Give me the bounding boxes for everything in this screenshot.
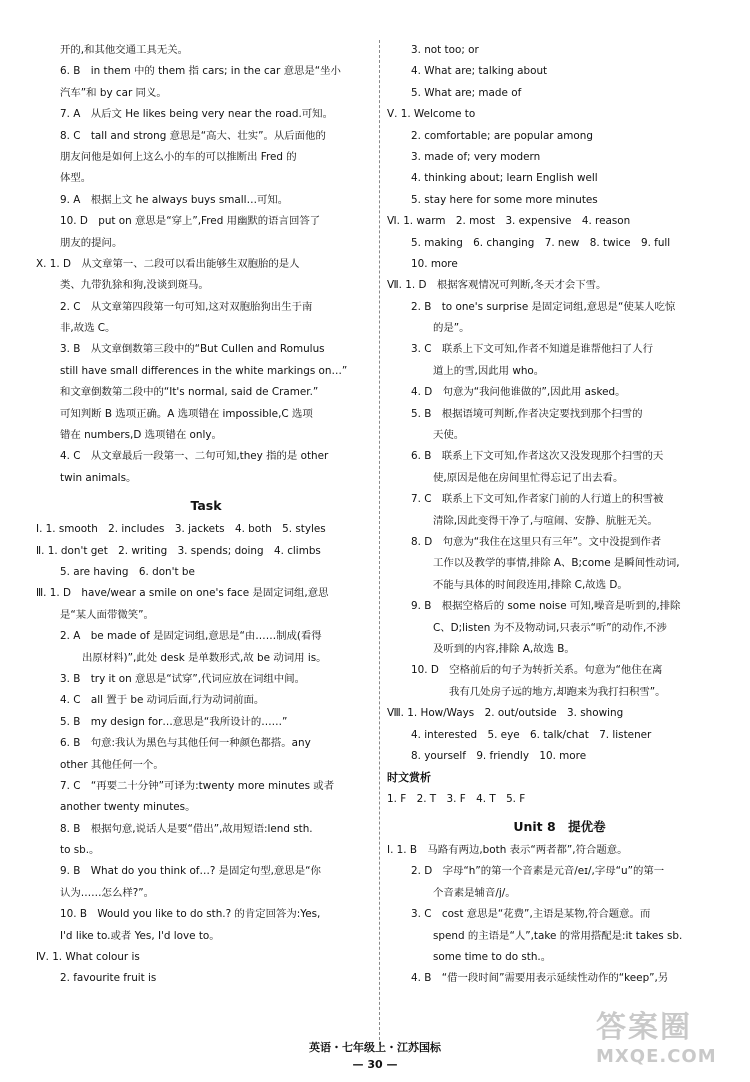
- left-column-line: 7. C “再要二十分钟”可译为:twenty more minutes 或者: [60, 779, 335, 792]
- right-column-line: 8. yourself 9. friendly 10. more: [411, 749, 587, 762]
- right-column-line: C、D;listen 为不及物动词,只表示“听”的动作,不涉: [433, 621, 667, 634]
- right-column-line: 4. What are; talking about: [411, 65, 548, 78]
- left-column-line: Task: [190, 498, 222, 514]
- right-column-line: 5. What are; made of: [411, 86, 522, 99]
- right-column-line: 3. made of; very modern: [411, 150, 541, 163]
- left-column-line: 10. D put on 意思是“穿上”,Fred 用幽默的语言回答了: [60, 215, 321, 228]
- left-column-line: 认为……怎么样?”。: [60, 886, 155, 899]
- right-column-line: 2. B to one's surprise 是固定词组,意思是“使某人吃惊: [411, 300, 676, 313]
- left-column-line: 4. C all 置于 be 动词后面,行为动词前面。: [60, 694, 265, 707]
- left-column-line: 体型。: [60, 172, 92, 185]
- right-column-line: 1. F 2. T 3. F 4. T 5. F: [387, 792, 526, 805]
- left-column-line: 2. C 从文章第四段第一句可知,这对双胞胎狗出生于南: [60, 300, 313, 313]
- right-column-line: 5. stay here for some more minutes: [411, 193, 598, 206]
- left-column-line: other 其他任何一个。: [60, 758, 164, 771]
- left-column-line: 6. B in them 中的 them 指 cars; in the car 意思是“坐小: [60, 65, 341, 78]
- right-column-line: spend 的主语是“人”,take 的常用搭配是:it takes sb.: [433, 929, 683, 942]
- left-column: [36, 40, 376, 990]
- left-column-line: Ⅳ. 1. What colour is: [36, 951, 140, 964]
- right-column-line: 7. C 联系上下文可知,作者家门前的人行道上的积雪被: [411, 493, 664, 506]
- left-column-line: 开的,和其他交通工具无关。: [60, 44, 188, 56]
- left-column-line: 非,故选 C。: [60, 322, 116, 335]
- left-column-line: 错在 numbers,D 选项错在 only。: [60, 429, 222, 442]
- right-column-line: 2. D 字母“h”的第一个音素是元音/eɪ/,字母“u”的第一: [411, 865, 665, 878]
- right-column-line: 10. D 空格前后的句子为转折关系。句意为“他住在离: [411, 664, 663, 677]
- right-column-line: 4. B “借一段时间”需要用表示延续性动作的“keep”,另: [411, 972, 669, 985]
- left-column-line: 朋友问他是如何上这么小的车的可以推断出 Fred 的: [60, 150, 297, 163]
- left-column-line: 汽车”和 by car 同义。: [60, 86, 167, 99]
- left-column-line: 5. B my design for…意思是“我所设计的……”: [60, 715, 288, 728]
- right-column-line: 4. D 句意为“我问他谁做的”,因此用 asked。: [411, 386, 626, 399]
- left-column-line: 9. A 根据上文 he always buys small…可知。: [60, 193, 289, 206]
- right-column: [387, 40, 732, 990]
- left-column-line: Ⅹ. 1. D 从文章第一、二段可以看出能够生双胞胎的是人: [36, 257, 300, 270]
- right-column-line: 6. B 联系上下文可知,作者这次又没发现那个扫雪的天: [411, 450, 664, 463]
- right-column-line: 5. B 根据语境可判断,作者决定要找到那个扫雪的: [411, 407, 643, 420]
- right-column-line: 4. interested 5. eye 6. talk/chat 7. listener: [411, 728, 652, 741]
- left-column-line: 可知判断 B 选项正确。A 选项错在 impossible,C 选项: [60, 407, 313, 420]
- right-column-line: 使,原因是他在房间里忙得忘记了出去看。: [433, 471, 624, 484]
- left-column-line: still have small differences in the white markings on…”: [60, 364, 348, 377]
- left-column-line: twin animals。: [60, 471, 137, 484]
- left-column-line: 5. are having 6. don't be: [60, 565, 195, 578]
- left-column-line: 6. B 句意:我认为黑色与其他任何一种颜色都搭。any: [60, 737, 311, 750]
- left-column-line: 3. B 从文章倒数第三段中的“But Cullen and Romulus: [60, 343, 325, 356]
- left-column-line: 8. B 根据句意,说话人是要“借出”,故用短语:lend sth.: [60, 822, 313, 835]
- right-column-line: 时文赏析: [387, 771, 431, 785]
- watermark-logo: [596, 1010, 746, 1078]
- left-column-line: 3. B try it on 意思是“试穿”,代词应放在词组中间。: [60, 672, 305, 685]
- left-column-line: 出原材料)”,此处 desk 是单数形式,故 be 动词用 is。: [82, 651, 327, 664]
- right-column-line: 道上的雪,因此用 who。: [433, 364, 545, 377]
- right-column-line: 9. B 根据空格后的 some noise 可知,噪音是听到的,排除: [411, 600, 681, 613]
- right-column-line: some time to do sth.。: [433, 951, 552, 964]
- right-column-line: 10. more: [411, 257, 458, 270]
- page-number: — 30 —: [352, 1058, 398, 1071]
- right-column-line: Ⅴ. 1. Welcome to: [387, 108, 476, 121]
- left-column-line: Ⅰ. 1. smooth 2. includes 3. jackets 4. both 5. styles: [36, 523, 326, 536]
- right-column-line: 的是”。: [433, 322, 470, 335]
- left-column-line: 类、九带犰狳和狗,没谈到斑马。: [60, 279, 209, 292]
- right-column-line: Ⅷ. 1. How/Ways 2. out/outside 3. showing: [387, 707, 624, 720]
- left-column-line: 9. B What do you think of…? 是固定句型,意思是“你: [60, 865, 321, 878]
- left-column-line: 是“某人面带微笑”。: [60, 608, 154, 621]
- left-column-line: 2. favourite fruit is: [60, 972, 157, 985]
- right-column-line: 不能与具体的时间段连用,排除 C,故选 D。: [433, 578, 628, 591]
- right-column-line: 8. D 句意为“我住在这里只有三年”。文中没提到作者: [411, 535, 662, 548]
- left-column-line: 朋友的提问。: [60, 236, 123, 249]
- left-column-line: 7. A 从后文 He likes being very near the road.可知。: [60, 108, 333, 121]
- footer-title: 英语・七年级上・江苏国标: [309, 1041, 441, 1054]
- left-column-line: 2. A be made of 是固定词组,意思是“由……制成(看得: [60, 630, 322, 643]
- right-column-line: 5. making 6. changing 7. new 8. twice 9. full: [411, 236, 671, 249]
- left-column-line: I'd like to.或者 Yes, I'd love to。: [60, 929, 220, 942]
- right-column-line: 2. comfortable; are popular among: [411, 129, 593, 142]
- right-column-line: 及听到的内容,排除 A,故选 B。: [433, 642, 575, 655]
- column-divider: [379, 40, 380, 1045]
- right-column-line: Ⅵ. 1. warm 2. most 3. expensive 4. reason: [387, 215, 631, 228]
- left-column-line: another twenty minutes。: [60, 801, 196, 814]
- right-column-line: Ⅰ. 1. B 马路有两边,both 表示“两者都”,符合题意。: [387, 844, 628, 857]
- left-column-line: 10. B Would you like to do sth.? 的肯定回答为:Yes,: [60, 908, 321, 921]
- watermark-logo-text: 答案圈: [596, 1010, 692, 1045]
- watermark-url: MXQE.COM: [596, 1046, 717, 1067]
- left-column-line: 8. C tall and strong 意思是“高大、壮实”。从后面他的: [60, 129, 326, 142]
- left-column-line: 4. C 从文章最后一段第一、二句可知,they 指的是 other: [60, 450, 329, 463]
- right-column-line: 3. C 联系上下文可知,作者不知道是谁帮他扫了人行: [411, 343, 653, 356]
- right-column-line: 3. C cost 意思是“花费”,主语是某物,符合题意。而: [411, 908, 651, 921]
- left-column-line: 和文章倒数第二段中的“It's normal, said de Cramer.”: [60, 386, 319, 399]
- right-column-line: 清除,因此变得干净了,与喧闹、安静、肮脏无关。: [433, 514, 658, 527]
- right-column-line: 天使。: [433, 429, 465, 442]
- right-column-line: 工作以及教学的事情,排除 A、B;come 是瞬间性动词,: [433, 557, 680, 570]
- right-column-line: 4. thinking about; learn English well: [411, 172, 598, 185]
- left-column-line: Ⅲ. 1. D have/wear a smile on one's face 是固定词组,意思: [36, 587, 329, 600]
- right-column-line: 3. not too; or: [411, 44, 479, 56]
- right-column-line: 个音素是辅音/j/。: [433, 886, 516, 899]
- right-column-line: Unit 8 提优卷: [513, 819, 606, 835]
- right-column-line: Ⅶ. 1. D 根据客观情况可判断,冬天才会下雪。: [387, 279, 607, 292]
- right-column-line: 我有几处房子远的地方,却跑来为我打扫积雪”。: [449, 685, 666, 698]
- left-column-line: Ⅱ. 1. don't get 2. writing 3. spends; doing 4. climbs: [36, 544, 321, 557]
- left-column-line: to sb.。: [60, 844, 100, 857]
